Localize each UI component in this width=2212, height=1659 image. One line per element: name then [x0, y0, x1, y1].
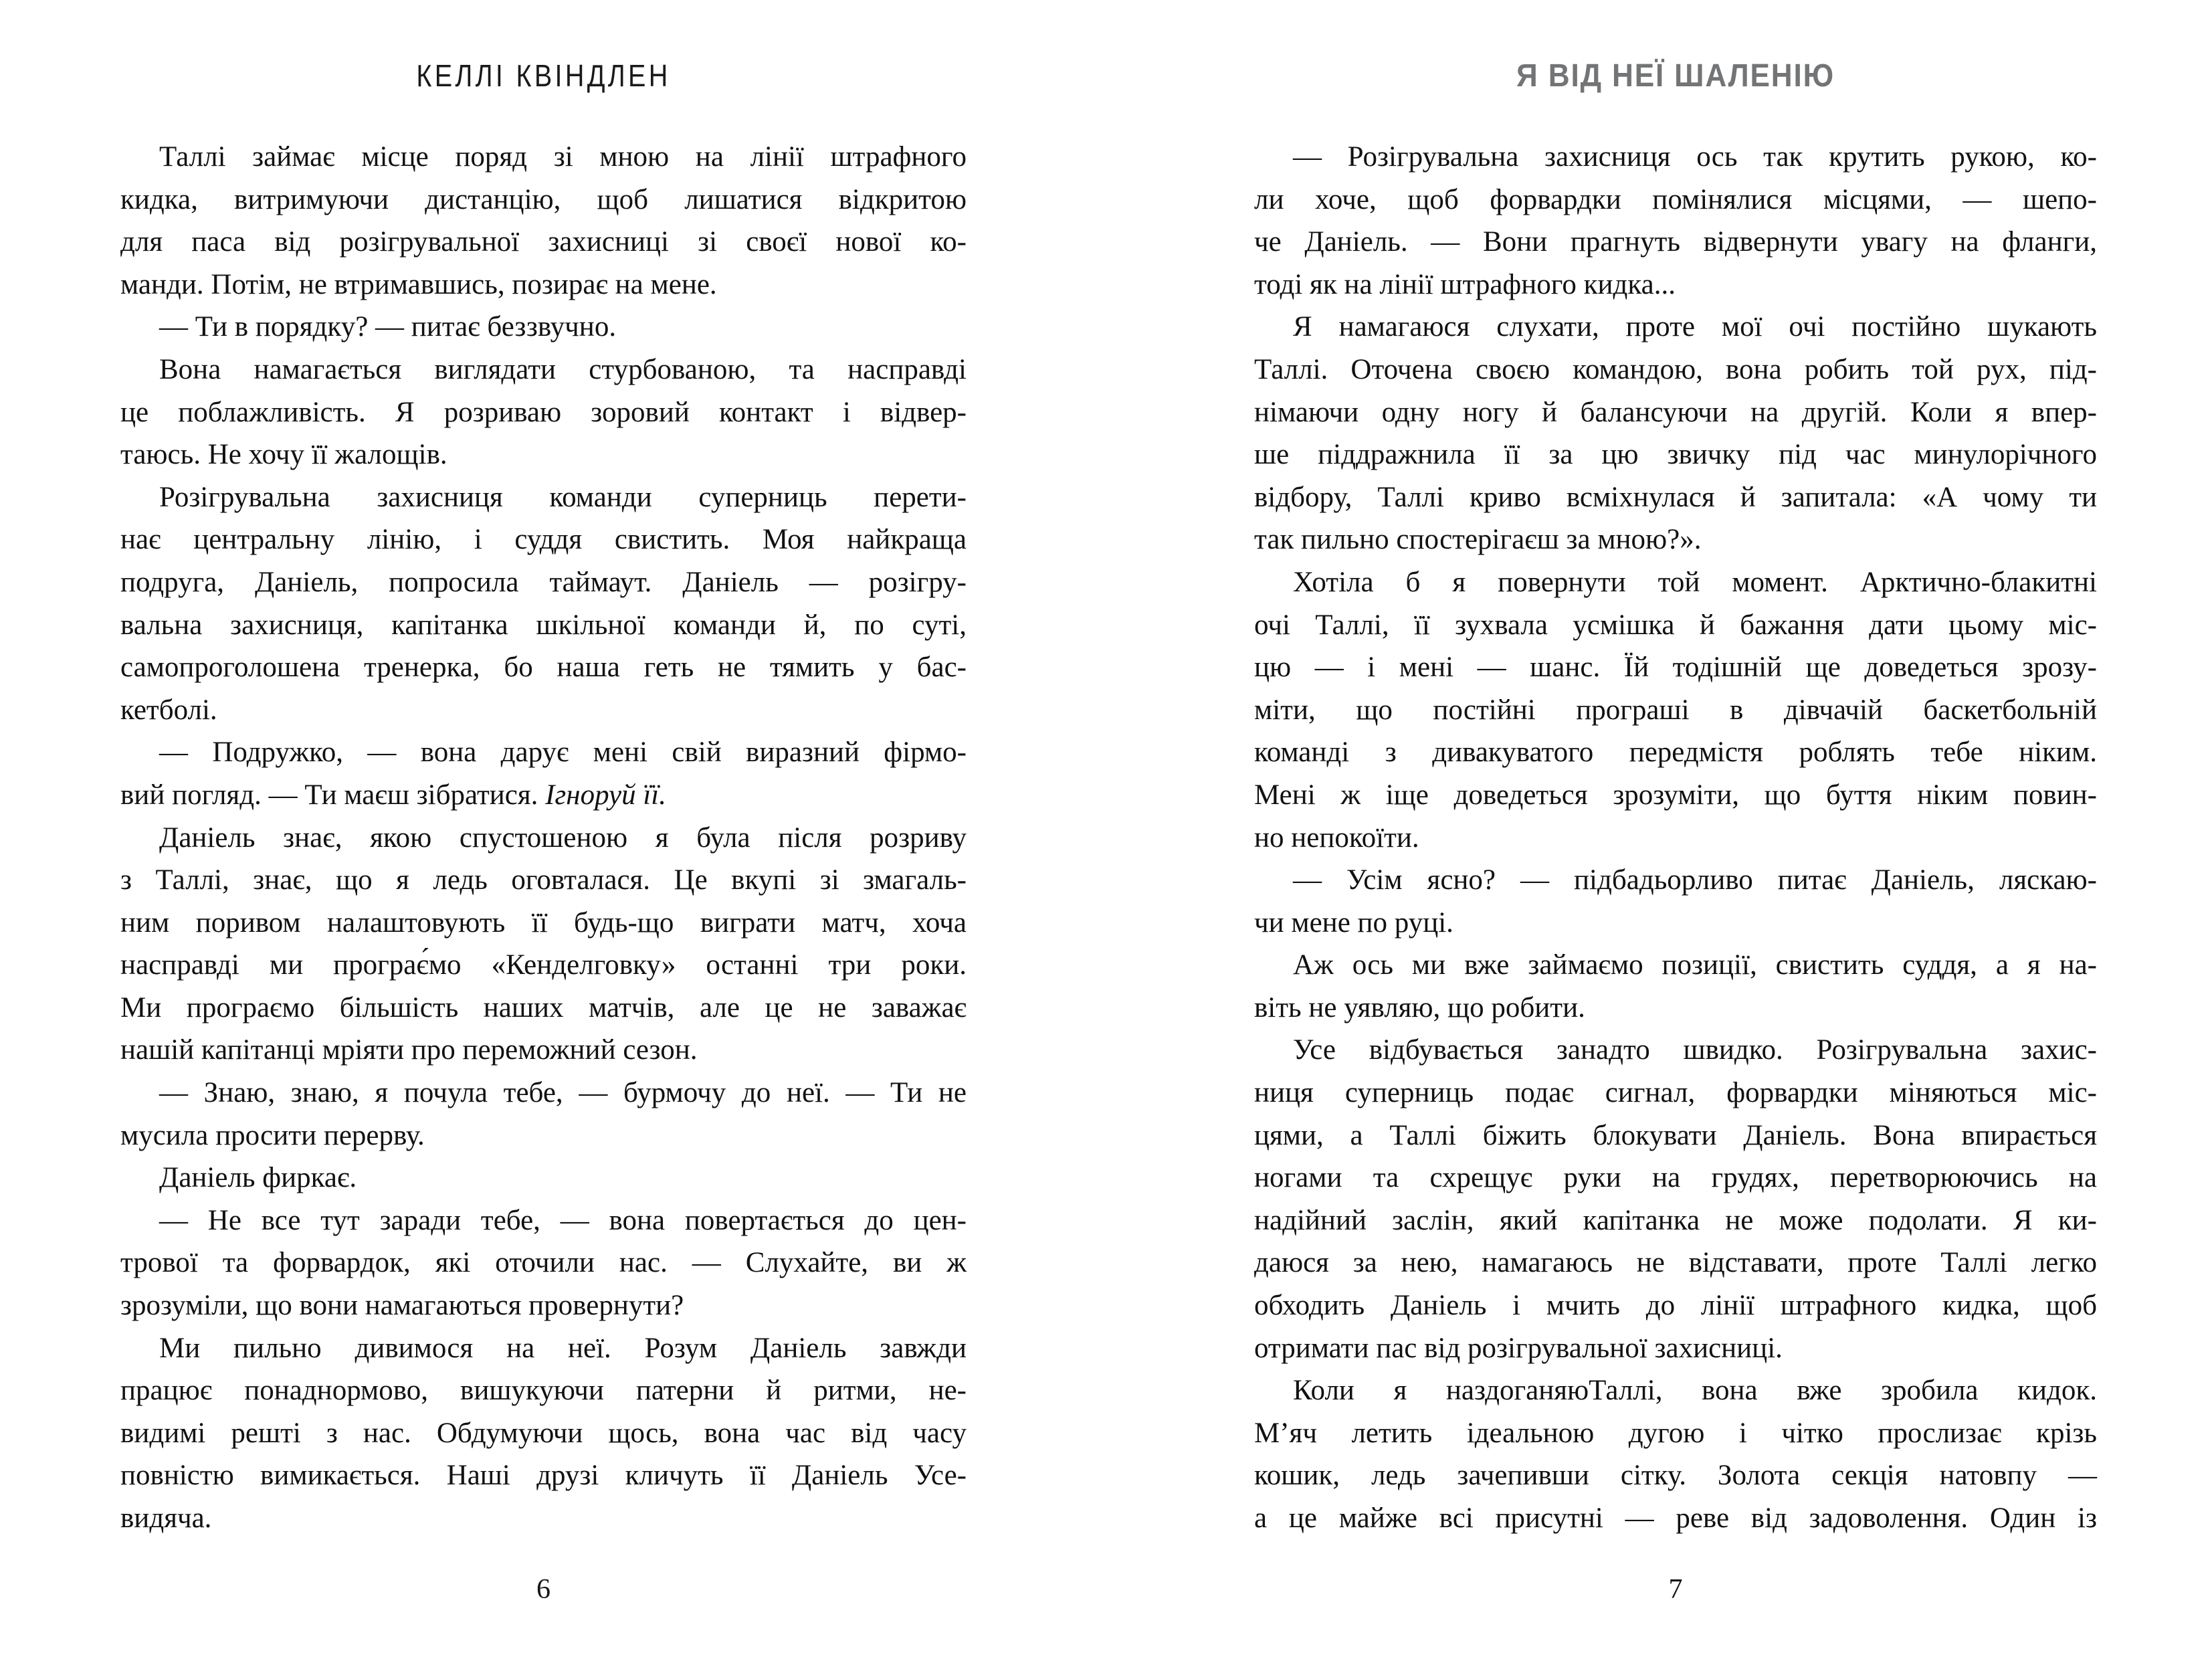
text-line	[1254, 1369, 2097, 1412]
page-number: 6	[536, 1574, 550, 1605]
text-line	[1254, 817, 2097, 860]
text-line	[1254, 306, 2097, 349]
text-line	[120, 1327, 967, 1370]
text-line	[120, 1072, 967, 1114]
text-line	[1254, 1454, 2097, 1497]
text-line	[120, 1029, 967, 1072]
text-segment: Даніель фиркає.	[159, 1162, 357, 1194]
text-line	[120, 476, 967, 519]
text-segment: німаючи одну ногу й балансуючи на другій. Коли я впер-	[1254, 396, 2097, 428]
text-line	[1254, 689, 2097, 732]
text-segment: цю — і мені — шанс. Їй тодішній ще доведеться зрозу-	[1254, 652, 2097, 684]
text-line	[120, 433, 967, 476]
text-line	[120, 1199, 967, 1242]
text-line	[120, 817, 967, 860]
text-line	[1254, 433, 2097, 476]
text-segment: че Даніель. — Вони прагнуть відвернути увагу на фланги,	[1254, 226, 2097, 258]
text-segment: ли хоче, щоб форвардки помінялися місцями, — шепо-	[1254, 183, 2097, 215]
text-line	[1254, 1242, 2097, 1284]
text-segment: віть не уявляю, що робити.	[1254, 991, 1585, 1023]
text-line	[1254, 1497, 2097, 1540]
text-line	[1254, 476, 2097, 519]
text-line	[1254, 391, 2097, 434]
text-segment: з Таллі, знає, що я ледь оговталася. Це вкупі зі змагаль-	[120, 864, 967, 896]
text-segment: для паса від розігрувальної захисниці зі своєї нової ко-	[120, 226, 967, 258]
text-segment: даюся за нею, намагаюсь не відставати, проте Таллі легко	[1254, 1247, 2097, 1279]
text-line	[1254, 774, 2097, 817]
text-segment: Розігрувальна захисниця команди суперниць перети-	[159, 481, 967, 513]
page-text	[1254, 136, 2097, 1540]
text-line	[1254, 264, 2097, 306]
text-segment: манди. Потім, не втримавшись, позирає на мене.	[120, 268, 717, 300]
text-segment: Мені ж іще доведеться зрозуміти, що буття ніким повин-	[1254, 779, 2097, 811]
left-page	[120, 0, 967, 1659]
text-segment: ногами та схрещує руки на грудях, перетворюючись на	[1254, 1162, 2097, 1194]
text-segment: тоді як на лінії штрафного кидка...	[1254, 268, 1676, 300]
text-line	[120, 349, 967, 391]
text-line	[120, 1114, 967, 1157]
text-segment: вий погляд. — Ти маєш зібратися.	[120, 779, 546, 811]
text-segment: кошик, ледь зачепивши сітку. Золота секція натовпу —	[1254, 1460, 2097, 1492]
text-segment: нашій капітанці мріяти про переможний сезон.	[120, 1034, 698, 1066]
text-line	[1254, 1284, 2097, 1327]
text-segment: зрозуміли, що вони намагаються провернути?	[120, 1290, 684, 1322]
text-segment: Коли я наздоганяюТаллі, вона вже зробила кидок.	[1293, 1375, 2097, 1407]
text-segment: — Розігрувальна захисниця ось так крутить рукою, ко-	[1293, 141, 2097, 173]
text-segment: повністю вимикається. Наші друзі кличуть її Даніель Усе-	[120, 1460, 967, 1492]
text-segment: Даніель знає, якою спустошеною я була після розриву	[159, 821, 967, 854]
text-segment: Я намагаюся слухати, проте мої очі постійно шукають	[1293, 311, 2097, 343]
text-segment: Ми програємо більшість наших матчів, але це не заважає	[120, 991, 967, 1023]
text-line	[120, 604, 967, 647]
text-line	[1254, 902, 2097, 945]
text-line	[120, 221, 967, 264]
text-segment: вальна захисниця, капітанка шкільної команди й, по суті,	[120, 609, 967, 641]
page-text	[120, 136, 967, 1540]
text-line	[1254, 349, 2097, 391]
text-line	[120, 179, 967, 221]
text-segment: ше піддражнила її за цю звичку під час минулорічного	[1254, 439, 2097, 471]
text-segment: працює понаднормово, вишукуючи патерни й ритми, не-	[120, 1375, 967, 1407]
text-line	[120, 1157, 967, 1199]
right-page	[1254, 0, 2097, 1659]
text-line	[120, 689, 967, 732]
text-segment: Таллі. Оточена своєю командою, вона робить той рух, під-	[1254, 353, 2097, 385]
text-line	[120, 944, 967, 987]
text-segment: Хотіла б я повернути той момент. Арктично-блакитні	[1293, 566, 2097, 598]
text-line	[120, 1369, 967, 1412]
text-line	[1254, 561, 2097, 604]
text-segment: Таллі займає місце поряд зі мною на лінії штрафного	[159, 141, 967, 173]
text-segment: видимі решті з нас. Обдумуючи щось, вона час від часу	[120, 1417, 967, 1449]
text-segment: це поблажливість. Я розриваю зоровий контакт і відвер-	[120, 396, 967, 428]
text-line	[120, 1454, 967, 1497]
text-segment: Аж ось ми вже займаємо позиції, свистить суддя, а я на-	[1293, 949, 2097, 981]
text-segment: — Ти в порядку? — питає беззвучно.	[159, 311, 617, 343]
text-line	[120, 136, 967, 179]
text-segment: відбору, Таллі криво всміхнулася й запитала: «А чому ти	[1254, 481, 2097, 513]
text-line	[120, 902, 967, 945]
text-line	[1254, 1412, 2097, 1455]
text-segment: ниця суперниць подає сигнал, форвардки міняються міс-	[1254, 1077, 2097, 1109]
running-header-title: Я ВІД НЕЇ ШАЛЕНІЮ	[1516, 58, 1835, 94]
text-segment: обходить Даніель і мчить до лінії штрафного кидка, щоб	[1254, 1290, 2097, 1322]
text-segment: кетболі.	[120, 694, 217, 726]
text-line	[1254, 1157, 2097, 1199]
text-line	[1254, 518, 2097, 561]
text-line	[120, 518, 967, 561]
text-line	[1254, 179, 2097, 221]
text-line	[120, 1284, 967, 1327]
text-segment: самопроголошена тренерка, бо наша геть не тямить у бас-	[120, 652, 967, 684]
text-line	[120, 774, 967, 817]
text-segment: команді з дивакуватого передмістя роблять тебе ніким.	[1254, 737, 2097, 769]
text-segment: но непокоїти.	[1254, 821, 1419, 854]
text-line	[1254, 987, 2097, 1030]
text-segment: трової та форвардок, які оточили нас. — Слухайте, ви ж	[120, 1247, 967, 1279]
text-segment: Ми пильно дивимося на неї. Розум Даніель завжди	[159, 1332, 967, 1364]
text-segment: отримати пас від розігрувальної захисниці.	[1254, 1332, 1783, 1364]
text-segment: насправді ми програє́мо «Кенделговку» останні три роки.	[120, 949, 967, 981]
text-line	[120, 859, 967, 902]
text-segment: мусила просити перерву.	[120, 1119, 425, 1151]
text-segment: Усе відбувається занадто швидко. Розігрувальна захис-	[1293, 1034, 2097, 1066]
text-line	[1254, 136, 2097, 179]
text-line	[1254, 944, 2097, 987]
running-header-author: КЕЛЛІ КВІНДЛЕН	[416, 58, 671, 93]
text-segment: ним поривом налаштовують її будь-що виграти матч, хоча	[120, 906, 967, 939]
text-line	[1254, 221, 2097, 264]
text-segment: а це майже всі присутні — реве від задоволення. Один із	[1254, 1502, 2097, 1534]
text-segment: — Усім ясно? — підбадьорливо питає Даніель, ляскаю-	[1293, 864, 2097, 896]
text-segment: цями, а Таллі біжить блокувати Даніель. Вона впирається	[1254, 1119, 2097, 1151]
text-line	[1254, 1327, 2097, 1370]
text-line	[120, 731, 967, 774]
text-line	[120, 646, 967, 689]
text-line	[120, 987, 967, 1030]
text-line	[1254, 1114, 2097, 1157]
page-number: 7	[1668, 1574, 1683, 1605]
italic-text-segment: Ігноруй її.	[545, 779, 666, 811]
text-line	[1254, 646, 2097, 689]
text-segment: — Не все тут заради тебе, — вона повертається до цен-	[159, 1204, 967, 1236]
text-segment: подруга, Даніель, попросила таймаут. Даніель — розігру-	[120, 566, 967, 598]
text-line	[1254, 731, 2097, 774]
text-line	[120, 306, 967, 349]
text-segment: так пильно спостерігаєш за мною?».	[1254, 524, 1702, 556]
text-segment: кидка, витримуючи дистанцію, щоб лишатися відкритою	[120, 183, 967, 215]
text-segment: Вона намагається виглядати стурбованою, та насправді	[159, 353, 967, 385]
text-segment: очі Таллі, її зухвала усмішка й бажання дати цьому міс-	[1254, 609, 2097, 641]
text-segment: надійний заслін, який капітанка не може подолати. Я ки-	[1254, 1204, 2097, 1236]
text-line	[1254, 1072, 2097, 1114]
text-line	[1254, 604, 2097, 647]
text-segment: — Знаю, знаю, я почула тебе, — бурмочу до неї. — Ти не	[159, 1077, 967, 1109]
text-line	[120, 561, 967, 604]
text-segment: нає центральну лінію, і суддя свистить. Моя найкраща	[120, 524, 967, 556]
text-segment: видяча.	[120, 1502, 212, 1534]
text-line	[1254, 1029, 2097, 1072]
text-line	[1254, 1199, 2097, 1242]
text-segment: М’яч летить ідеальною дугою і чітко прослизає крізь	[1254, 1417, 2097, 1449]
text-segment: — Подружко, — вона дарує мені свій виразний фірмо-	[159, 737, 967, 769]
text-segment: таюсь. Не хочу її жалощів.	[120, 439, 447, 471]
text-line	[120, 1412, 967, 1455]
text-segment: міти, що постійні програші в дівчачій баскетбольній	[1254, 694, 2097, 726]
text-line	[120, 1242, 967, 1284]
text-line	[120, 264, 967, 306]
text-line	[120, 391, 967, 434]
text-line	[120, 1497, 967, 1540]
text-segment: чи мене по руці.	[1254, 906, 1453, 939]
text-line	[1254, 859, 2097, 902]
